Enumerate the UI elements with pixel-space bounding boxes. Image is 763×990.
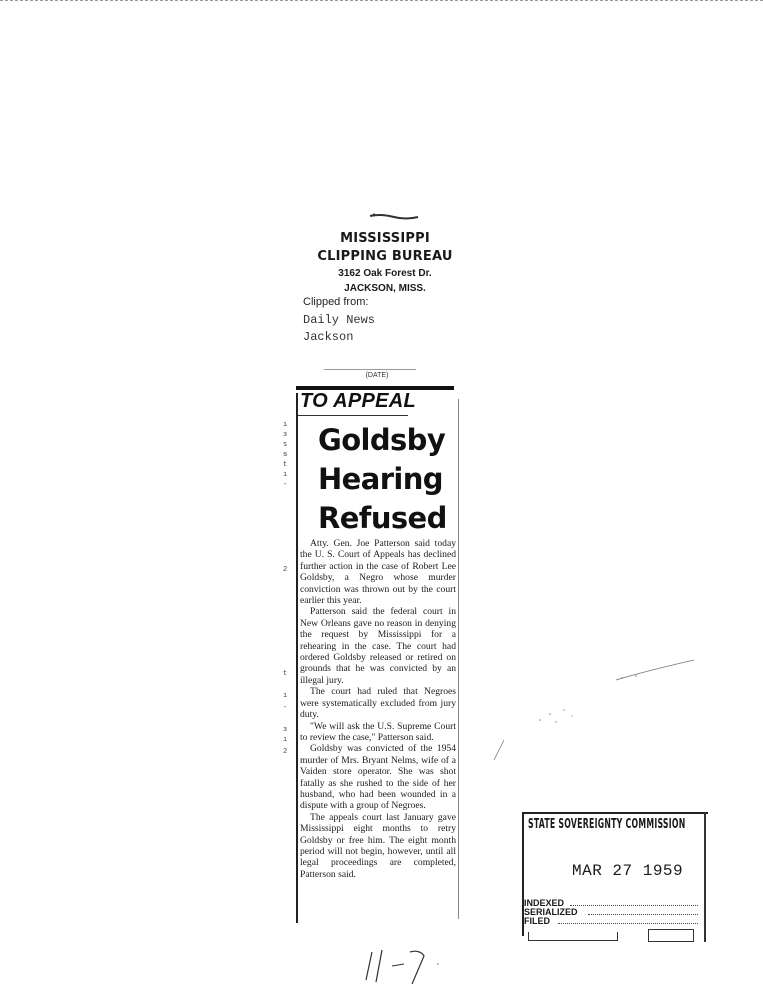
clipping-bureau-header: [300, 230, 470, 296]
margin-mark: ı: [283, 471, 288, 479]
stamp-box-left: [528, 932, 618, 941]
stamp-box-right: [648, 929, 694, 942]
stamp-frame-right: [704, 812, 706, 942]
article-paragraph: Patterson said the federal court in New Orleans gave no reason in denying the request by Mississippi for a rehearing in the case. The court had ordered Goldsby released or retired on grounds that he was convicted by an illegal jury.: [300, 606, 456, 686]
margin-marks-upper: [283, 420, 291, 490]
margin-mark: t: [283, 670, 288, 678]
stamp-dotted-line: [588, 914, 698, 915]
article-paragraph: Atty. Gen. Joe Patterson said today the U. S. Court of Appeals has declined further action in the case of Robert Lee Goldsby, a Negro whose murder conviction was thrown out by the court earlier this year.: [300, 538, 456, 607]
stray-speckle-mark: [532, 700, 582, 730]
stamp-field-indexed-label: INDEXED: [524, 898, 565, 908]
clipping-source: [303, 312, 375, 346]
stamp-field-filed-label: FILED: [524, 916, 550, 926]
stray-slash-mark: [490, 738, 510, 762]
margin-mark: ı: [283, 736, 288, 744]
margin-mark: ᵴ: [283, 451, 288, 459]
stamp-date: MAR 27 1959: [572, 862, 684, 880]
bureau-name-line2: CLIPPING BUREAU: [317, 249, 453, 264]
margin-mark: -: [283, 704, 288, 712]
page-top-edge: [0, 0, 763, 1]
source-newspaper: Daily News: [303, 313, 376, 327]
margin-mark: з: [283, 431, 288, 439]
newspaper-clipping: [292, 383, 462, 936]
clipped-from-label: Clipped from:: [303, 296, 369, 308]
margin-mark: -: [283, 481, 288, 489]
stamp-title: STATE SOVEREIGNTY COMMISSION: [528, 816, 686, 832]
article-headline: [318, 421, 458, 538]
bureau-address-street: 3162 Oak Forest Dr.: [338, 268, 432, 279]
article-paragraph: Goldsby was convicted of the 1954 murder of Mrs. Bryant Nelms, wife of a Vaiden store operator. She was shot fatally as she rushed to the side of her husband, who had been wounded in a dispute with a group of Negroes.: [300, 743, 456, 812]
margin-mark: ı: [283, 692, 288, 700]
stamp-frame-top: [522, 812, 708, 814]
bureau-name-line1: MISSISSIPPI: [340, 231, 430, 246]
stamp-field-serialized-label: SERIALIZED: [524, 907, 578, 917]
stray-pencil-mark: [612, 656, 698, 684]
article-paragraph: The appeals court last January gave Mississippi eight months to retry Goldsby or free him. The eight month period will not begin, however, until all legal proceedings are completed, Patterson said.: [300, 811, 456, 880]
stamp-fields: [524, 899, 578, 926]
bureau-address-city: JACKSON, MISS.: [344, 283, 426, 294]
stamp-dotted-line: [558, 923, 698, 924]
stamp-dotted-line: [570, 905, 698, 906]
clipping-left-edge: [296, 393, 298, 923]
state-sovereignty-commission-stamp: [518, 802, 708, 948]
headline-line-2: Hearing: [318, 462, 443, 496]
margin-mark: t: [283, 461, 288, 469]
handwritten-note: [360, 944, 450, 988]
article-kicker: TO APPEAL: [300, 390, 417, 412]
article-body: [300, 538, 456, 880]
headline-line-1: Goldsby: [318, 423, 446, 457]
margin-mark: 2: [283, 748, 288, 756]
margin-mark: ı: [283, 421, 288, 429]
stamp-field-filed: [524, 917, 578, 926]
date-field-label: (DATE): [365, 372, 389, 379]
scribble-mark-top: [368, 212, 420, 222]
article-paragraph: The court had ruled that Negroes were systematically excluded from jury duty.: [300, 686, 456, 721]
headline-line-3: Refused: [318, 501, 447, 535]
article-paragraph: "We will ask the U.S. Supreme Court to review the case," Patterson said.: [300, 720, 456, 743]
date-rule: [324, 369, 416, 370]
margin-mark: ɜ: [283, 726, 288, 734]
source-city: Jackson: [303, 330, 354, 344]
margin-mark: 2: [283, 566, 288, 574]
kicker-underline: [298, 415, 408, 416]
clipping-right-edge: [458, 399, 459, 919]
margin-mark: s: [283, 441, 288, 449]
